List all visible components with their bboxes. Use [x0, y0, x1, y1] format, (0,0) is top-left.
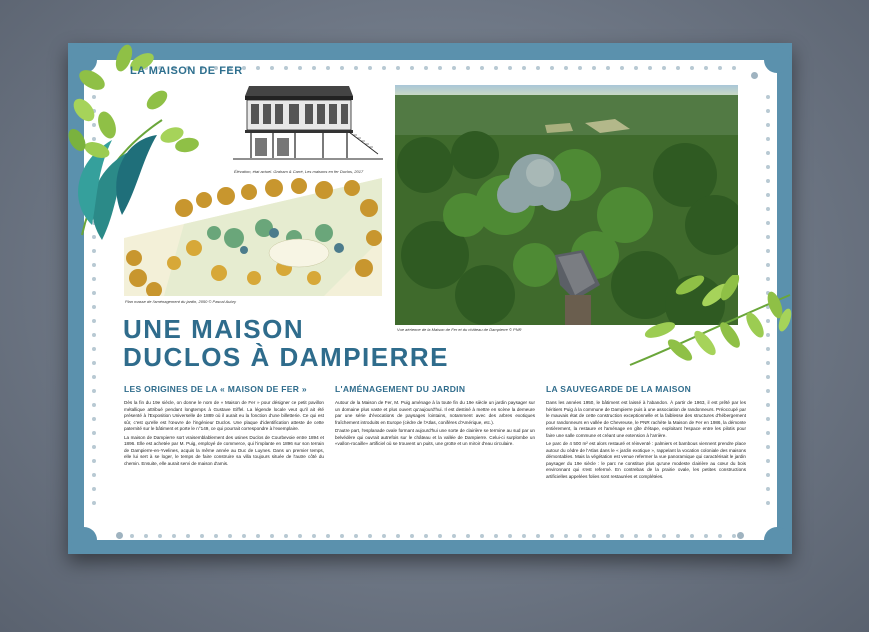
plan-caption: Plan masse de l'aménagement du jardin, 2050 © Pascal Aubry	[125, 299, 236, 304]
rivet-icon	[368, 66, 372, 70]
column-heading: L'AMÉNAGEMENT DU JARDIN	[335, 384, 466, 394]
rivet-icon	[536, 534, 540, 538]
rivet-icon	[270, 534, 274, 538]
rivet-icon	[452, 66, 456, 70]
rivet-icon	[522, 534, 526, 538]
rivet-icon	[606, 66, 610, 70]
rivet-icon	[424, 66, 428, 70]
rivet-icon	[438, 66, 442, 70]
rivet-icon	[158, 534, 162, 538]
rivet-icon	[564, 534, 568, 538]
rivet-icon	[578, 66, 582, 70]
rivet-icon	[704, 534, 708, 538]
rivet-icon	[564, 66, 568, 70]
rivet-icon	[382, 534, 386, 538]
rivet-icon	[766, 137, 770, 141]
rivet-icon	[466, 534, 470, 538]
rivet-icon	[298, 534, 302, 538]
rivet-icon	[704, 66, 708, 70]
rivet-icon	[92, 431, 96, 435]
rivet-icon	[536, 66, 540, 70]
rivet-icon	[766, 375, 770, 379]
elevation-caption: Élévation, état actuel. Graham & Carré, Les maisons en fer Duclos, 2017	[234, 169, 364, 174]
rivet-icon	[298, 66, 302, 70]
rivet-icon	[480, 534, 484, 538]
rivet-icon	[256, 534, 260, 538]
rivet-icon	[92, 263, 96, 267]
rivet-icon	[634, 534, 638, 538]
column-safeguard	[546, 384, 746, 482]
rivet-icon	[766, 235, 770, 239]
rivet-icon	[144, 534, 148, 538]
title-line-2: DUCLOS À DAMPIERRE	[123, 342, 450, 372]
rivet-icon	[766, 221, 770, 225]
corner-notch-tr	[764, 47, 790, 73]
rivet-icon	[766, 487, 770, 491]
rivet-icon	[228, 534, 232, 538]
rivet-icon	[766, 445, 770, 449]
rivet-icon	[368, 534, 372, 538]
rivet-icon	[92, 487, 96, 491]
rivet-icon	[662, 66, 666, 70]
rivet-icon	[92, 417, 96, 421]
aerial-caption: Vue aérienne de la Maison de Fer et du château de Dampierre © PNR	[397, 327, 522, 332]
rivet-icon	[312, 66, 316, 70]
rivet-icon	[766, 95, 770, 99]
rivet-icon	[494, 66, 498, 70]
rivet-icon	[326, 534, 330, 538]
garden-plan	[124, 178, 382, 296]
rivet-icon	[648, 66, 652, 70]
rivet-icon	[326, 66, 330, 70]
rivet-icon	[92, 249, 96, 253]
rivet-icon	[438, 534, 442, 538]
corner-notch-bl	[71, 527, 97, 553]
column-paragraph: Dans les années 1950, le bâtiment est laissé à l'abandon. À partir de 1963, il est prêté par les héritiers Puig à la commune de Dampierre puis à une association de randonneurs. Préoccupé par le mauvais état de cette construction exceptionnelle et la faiblesse des structures d'hébergement pour randonneurs en vallée de Chevreuse, le PNR rachète la Maison de Fer en 1986, la démonte entièrement, la restaure et l'aménage en gîte d'étape, exploitant l'espace entre les pilotis pour faire une salle commune et créant une extension à l'arrière.	[546, 400, 746, 438]
rivet-icon	[92, 291, 96, 295]
column-paragraph: Dès la fin du 19e siècle, on donne le nom de « Maison de Fer » pour désigner ce petit pavillon métallique attribué pendant longtemps à Gustave Eiffel. La légende locale veut qu'il ait été présenté à l'Exposition Universelle de 1889 où il aurait eu la fonction d'une billetterie. Ce qui est sûr, c'est qu'elle est l'œuvre de l'ingénieur Duclos. Une plaque d'identification atteste de cette paternité sur le bâtiment et porte le n°149, ce qui pourrait correspondre à l'exemplaire.	[124, 400, 324, 431]
rivet-icon	[340, 534, 344, 538]
rivet-icon	[382, 66, 386, 70]
rivet-icon	[766, 403, 770, 407]
rivet-icon	[690, 534, 694, 538]
rivet-icon	[766, 473, 770, 477]
rivet-icon	[92, 501, 96, 505]
rivet-icon	[766, 123, 770, 127]
rivet-icon	[92, 389, 96, 393]
rivet-icon	[648, 534, 652, 538]
rivet-icon	[766, 165, 770, 169]
corner-notch-br	[764, 527, 790, 553]
rivet-icon	[718, 534, 722, 538]
column-heading: LA SAUVEGARDE DE LA MAISON	[546, 384, 692, 394]
rivet-icon	[766, 151, 770, 155]
rivet-icon	[732, 534, 736, 538]
rivet-icon	[620, 66, 624, 70]
column-heading: LES ORIGINES DE LA « MAISON DE FER »	[124, 384, 307, 394]
rivet-icon	[578, 534, 582, 538]
column-paragraph: Autour de la Maison de Fer, M. Puig aménage à la toute fin du 19e siècle un jardin paysager sur un domaine plus vaste et plus ouvert qu'aujourd'hui. Il est destiné à mettre en scène la demeure par une série d'évocations de paysages lointains, notamment avec des arbres exotiques fraîchement introduits en Europe (cèdre de l'Atlas, conifères d'Amérique, etc.).	[335, 400, 535, 425]
rivet-icon	[592, 534, 596, 538]
column-garden	[335, 384, 535, 450]
rivet-icon	[172, 534, 176, 538]
rivet-icon	[634, 66, 638, 70]
rivet-icon	[92, 459, 96, 463]
rivet-icon	[410, 66, 414, 70]
rivet-icon	[214, 534, 218, 538]
leaf-branch-icon	[620, 275, 795, 375]
rivet-icon	[676, 534, 680, 538]
rivet-icon	[718, 66, 722, 70]
rivet-icon	[522, 66, 526, 70]
title-line-1: UNE MAISON	[123, 314, 305, 344]
rivet-icon	[200, 534, 204, 538]
rivet-icon	[130, 534, 134, 538]
rivet-icon	[766, 249, 770, 253]
rivet-icon	[92, 473, 96, 477]
rivet-icon	[92, 403, 96, 407]
rivet-icon	[766, 207, 770, 211]
rivet-icon	[186, 534, 190, 538]
rivet-icon	[92, 277, 96, 281]
rivet-icon	[256, 66, 260, 70]
rivet-icon	[662, 534, 666, 538]
rivet-icon	[766, 389, 770, 393]
rivet-icon	[766, 109, 770, 113]
column-origins	[124, 384, 324, 469]
rivet-icon	[606, 534, 610, 538]
rivet-icon	[766, 417, 770, 421]
rivet-icon	[466, 66, 470, 70]
rivet-icon	[732, 66, 736, 70]
bolt-icon	[737, 532, 744, 539]
rivet-icon	[766, 431, 770, 435]
rivet-icon	[480, 66, 484, 70]
page-title	[123, 315, 449, 371]
rivet-icon	[550, 66, 554, 70]
rivet-icon	[766, 193, 770, 197]
rivet-icon	[354, 534, 358, 538]
rivet-icon	[620, 534, 624, 538]
section-label: LA MAISON DE FER	[130, 65, 243, 77]
rivet-icon	[676, 66, 680, 70]
rivet-icon	[766, 263, 770, 267]
rivet-icon	[270, 66, 274, 70]
rivet-icon	[508, 534, 512, 538]
rivet-icon	[312, 534, 316, 538]
rivet-icon	[452, 534, 456, 538]
rivet-icon	[92, 347, 96, 351]
elevation-drawing	[233, 82, 383, 166]
rivet-icon	[92, 333, 96, 337]
rivet-icon	[690, 66, 694, 70]
rivet-icon	[550, 534, 554, 538]
column-paragraph: Le parc de 4 500 m² est alors restauré et réinventé : palmiers et bambous viennent prendre place autour du cèdre de l'Atlas dans le « jardin exotique », rappelant la vocation coloniale des maisons démontables. Mais la végétation est venue refermer la vue panoramique qui caractérisait le jardin paysager du 19e siècle : le parc ne constitue plus qu'une modeste clairière au cœur du bois environnant qui s'est refermé. En contrebas de la prairie ovale, les petites constructions artificielles appelées folies sont restaurées et complétées.	[546, 441, 746, 479]
rivet-icon	[766, 179, 770, 183]
rivet-icon	[410, 534, 414, 538]
rivet-icon	[592, 66, 596, 70]
column-paragraph: D'autre part, l'esplanade ovale formant aujourd'hui une sorte de clairière se termine au sud par un belvédère qui ouvrait autrefois sur le château et la vallée de Dampierre. Celui-ci surplombe un «vallon-rocaille» artificiel où se trouvent un puits, une grotte et un miroir d'eau circulaire.	[335, 428, 535, 446]
rivet-icon	[340, 66, 344, 70]
rivet-icon	[424, 534, 428, 538]
bolt-icon	[751, 72, 758, 79]
rivet-icon	[494, 534, 498, 538]
bolt-icon	[116, 532, 123, 539]
rivet-icon	[284, 66, 288, 70]
rivet-icon	[92, 445, 96, 449]
rivet-icon	[92, 361, 96, 365]
column-paragraph: La maison de Dampierre sort vraisemblablement des usines Duclos de Courbevoie entre 1894 et 1896. Elle est achetée par M. Puig, employé de commerce, qui l'implante en 1896 sur son terrain de Dampierre-en-Yvelines, acquis la même année au Duc de Luynes. Dans un premier temps, elle lui sert à se loger, le temps de faire construire sa villa toujours située de l'autre côté du chemin. Ensuite, elle aurait servi de maison d'amis.	[124, 434, 324, 466]
rivet-icon	[92, 305, 96, 309]
rivet-icon	[508, 66, 512, 70]
rivet-icon	[766, 459, 770, 463]
rivet-icon	[766, 501, 770, 505]
rivet-icon	[284, 534, 288, 538]
rivet-icon	[92, 375, 96, 379]
rivet-icon	[354, 66, 358, 70]
rivet-icon	[396, 66, 400, 70]
rivet-icon	[396, 534, 400, 538]
rivet-icon	[242, 534, 246, 538]
rivet-icon	[92, 319, 96, 323]
